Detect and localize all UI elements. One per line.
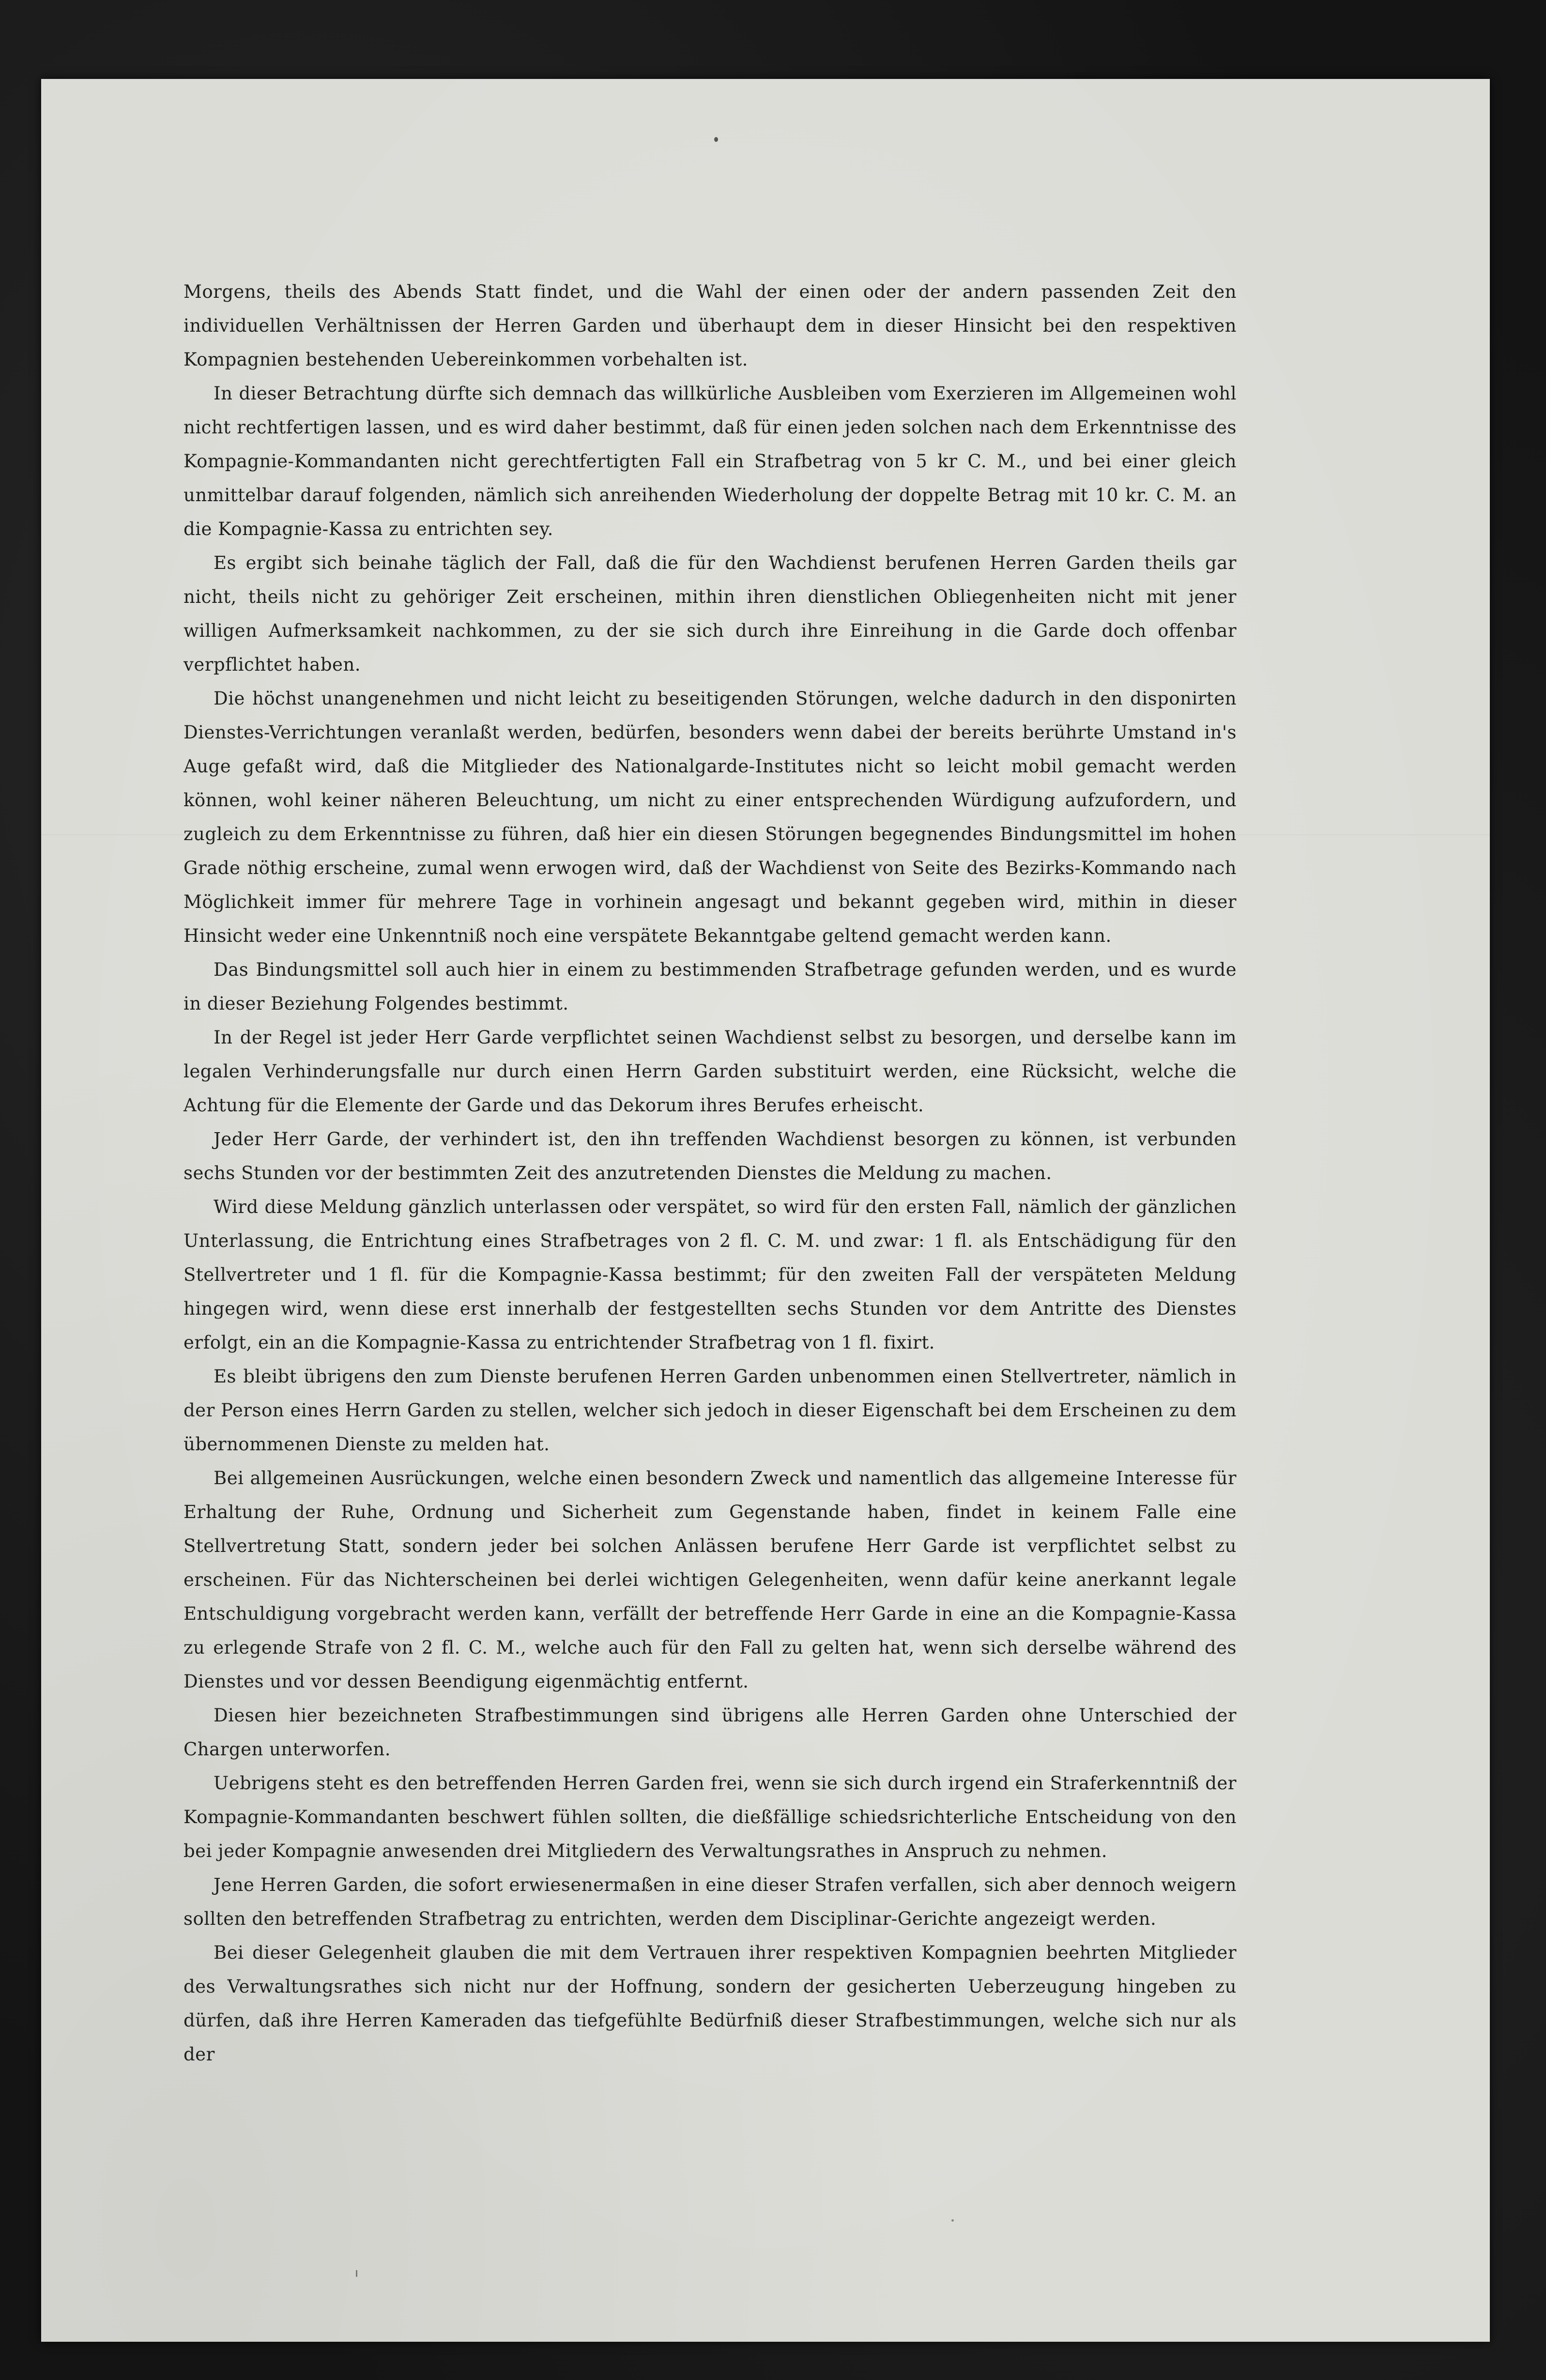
paper-speck (951, 2219, 954, 2222)
paragraph: In dieser Betrachtung dürfte sich demnach das willkürliche Ausbleiben vom Exerzieren im Allgemeinen wohl nicht rechtfertigen lassen, und es wird daher bestimmt, daß für einen jeden solchen nach dem Erkenntnisse des Kompagnie-Kommandanten nicht gerechtfertigten Fall ein Strafbetrag von 5 kr C. M., und bei einer gleich unmittelbar darauf folgenden, nämlich sich anreihenden Wiederholung der doppelte Betrag mit 10 kr. C. M. an die Kompagnie-Kassa zu entrichten sey. (184, 383, 1237, 539)
paragraph: Es bleibt übrigens den zum Dienste berufenen Herren Garden unbenommen einen Stellvertreter, nämlich in der Person eines Herrn Garden zu stellen, welcher sich jedoch in dieser Eigenschaft bei dem Erscheinen zu dem übernommenen Dienste zu melden hat. (184, 1366, 1237, 1455)
paragraph: Bei allgemeinen Ausrückungen, welche einen besondern Zweck und namentlich das allgemeine Interesse für Erhaltung der Ruhe, Ordnung und Sicherheit zum Gegenstande haben, findet in keinem Falle eine Stellvertretung Statt, sondern jeder bei solchen Anlässen berufene Herr Garde ist verpflichtet selbst zu erscheinen. Für das Nichterscheinen bei derlei wichtigen Gelegenheiten, wenn dafür keine anerkannt legale Entschuldigung vorgebracht werden kann, verfällt der betreffende Herr Garde in eine an die Kompagnie-Kassa zu erlegende Strafe von 2 fl. C. M., welche auch für den Fall zu gelten hat, wenn sich derselbe während des Dienstes und vor dessen Beendigung eigenmächtig entfernt. (184, 1468, 1237, 1692)
paper-speck (714, 137, 718, 142)
paragraph: Diesen hier bezeichneten Strafbestimmungen sind übrigens alle Herren Garden ohne Unterschied der Chargen unterworfen. (184, 1705, 1237, 1760)
paragraph: Uebrigens steht es den betreffenden Herren Garden frei, wenn sie sich durch irgend ein Straferkenntniß der Kompagnie-Kommandanten beschwert fühlen sollten, die dießfällige schiedsrichterliche Entscheidung von den bei jeder Kompagnie anwesenden drei Mitgliedern des Verwaltungsrathes in Anspruch zu nehmen. (184, 1773, 1237, 1861)
paragraph: Bei dieser Gelegenheit glauben die mit dem Vertrauen ihrer respektiven Kompagnien beehrten Mitglieder des Verwaltungsrathes sich nicht nur der Hoffnung, sondern der gesicherten Ueberzeugung hingeben zu dürfen, daß ihre Herren Kameraden das tiefgefühlte Bedürfniß dieser Strafbestimmungen, welche sich nur als der (184, 1942, 1237, 2065)
paragraph: Es ergibt sich beinahe täglich der Fall, daß die für den Wachdienst berufenen Herren Garden theils gar nicht, theils nicht zu gehöriger Zeit erscheinen, mithin ihren dienstlichen Obliegenheiten nicht mit jener willigen Aufmerksamkeit nachkommen, zu der sie sich durch ihre Einreihung in die Garde doch offenbar verpflichtet haben. (184, 553, 1237, 675)
paragraph: Die höchst unangenehmen und nicht leicht zu beseitigenden Störungen, welche dadurch in den disponirten Dienstes-Verrichtungen veranlaßt werden, bedürfen, besonders wenn dabei der bereits berührte Umstand in's Auge gefaßt wird, daß die Mitglieder des Nationalgarde-Institutes nicht so leicht mobil gemacht werden können, wohl keiner näheren Beleuchtung, um nicht zu einer entsprechenden Würdigung aufzufordern, und zugleich zu dem Erkenntnisse zu führen, daß hier ein diesen Störungen begegnendes Bindungsmittel im hohen Grade nöthig erscheine, zumal wenn erwogen wird, daß der Wachdienst von Seite des Bezirks-Kommando nach Möglichkeit immer für mehrere Tage in vorhinein angesagt und bekannt gegeben wird, mithin in dieser Hinsicht weder eine Unkenntniß noch eine verspätete Bekanntgabe geltend gemacht werden kann. (184, 688, 1237, 946)
paragraph: Morgens, theils des Abends Statt findet, und die Wahl der einen oder der andern passenden Zeit den individuellen Verhältnissen der Herren Garden und überhaupt dem in dieser Hinsicht bei den respektiven Kompagnien bestehenden Uebereinkommen vorbehalten ist. (184, 281, 1237, 370)
paragraph: Das Bindungsmittel soll auch hier in einem zu bestimmenden Strafbetrage gefunden werden, und es wurde in dieser Beziehung Folgendes bestimmt. (184, 959, 1237, 1014)
paragraph: Jene Herren Garden, die sofort erwiesenermaßen in eine dieser Strafen verfallen, sich aber dennoch weigern sollten den betreffenden Strafbetrag zu entrichten, werden dem Disciplinar-Gerichte angezeigt werden. (184, 1874, 1237, 1929)
paragraph: Wird diese Meldung gänzlich unterlassen oder verspätet, so wird für den ersten Fall, nämlich der gänzlichen Unterlassung, die Entrichtung eines Strafbetrages von 2 fl. C. M. und zwar: 1 fl. als Entschädigung für den Stellvertreter und 1 fl. für die Kompagnie-Kassa bestimmt; für den zweiten Fall der verspäteten Meldung hingegen wird, wenn diese erst innerhalb der festgestellten sechs Stunden vor dem Antritte des Dienstes erfolgt, ein an die Kompagnie-Kassa zu entrichtender Strafbetrag von 1 fl. fixirt. (184, 1197, 1237, 1353)
paper-speck (356, 2270, 357, 2277)
paragraph: Jeder Herr Garde, der verhindert ist, den ihn treffenden Wachdienst besorgen zu können, ist verbunden sechs Stunden vor der bestimmten Zeit des anzutretenden Dienstes die Meldung zu machen. (184, 1129, 1237, 1183)
paragraph: In der Regel ist jeder Herr Garde verpflichtet seinen Wachdienst selbst zu besorgen, und derselbe kann im legalen Verhinderungsfalle nur durch einen Herrn Garden substituirt werden, eine Rücksicht, welche die Achtung für die Elemente der Garde und das Dekorum ihres Berufes erheischt. (184, 1027, 1237, 1116)
body-text (184, 275, 1237, 2072)
